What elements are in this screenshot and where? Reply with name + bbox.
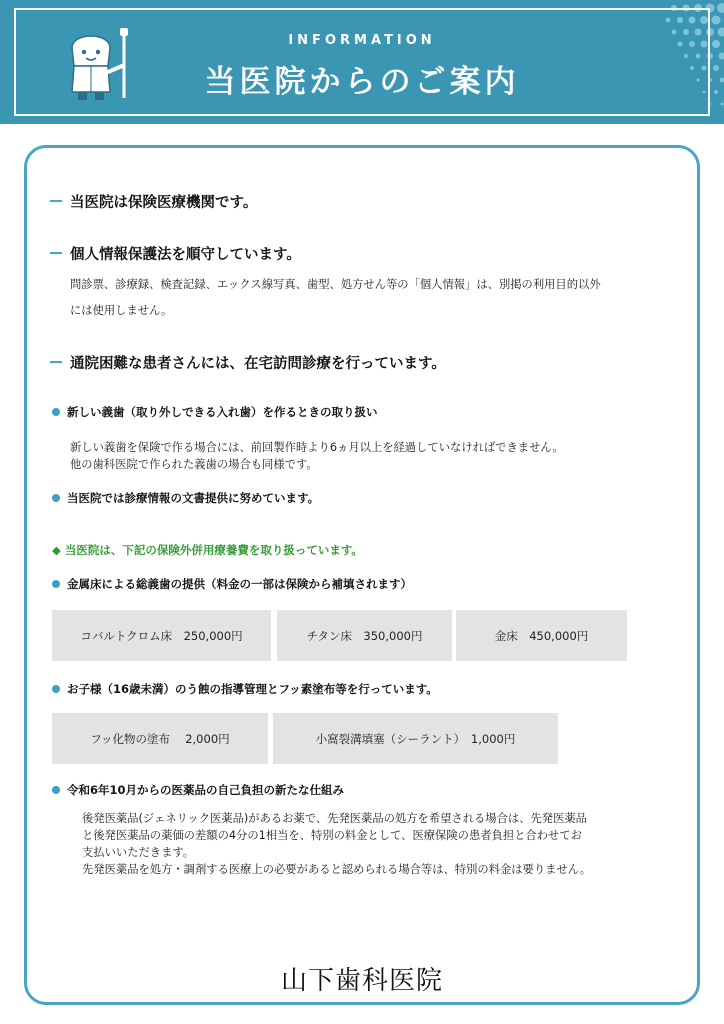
- bullet-dot-icon: [52, 786, 60, 794]
- price-box-titanium: チタン床 350,000円: [277, 610, 452, 661]
- denture-text-line: 新しい義歯を保険で作る場合には、前回製作時より6ヵ月以上を経過していなければできません。: [70, 441, 564, 454]
- bullet-dot-icon: [52, 494, 60, 502]
- dash-icon: [50, 200, 62, 202]
- generic-text-line: と後発医薬品の薬価の差額の4分の1相当を、特別の料金として、医療保険の患者負担と合わせてお: [82, 829, 582, 842]
- insurance-heading: 当医院は保険医療機関です。: [50, 191, 257, 212]
- price-box-gold: 金床 450,000円: [456, 610, 627, 661]
- price-box-fluoride: フッ化物の塗布 2,000円: [52, 713, 268, 764]
- generic-heading: 令和6年10月からの医薬品の自己負担の新たな仕組み: [52, 782, 344, 798]
- page-title: 当医院からのご案内: [204, 64, 520, 100]
- non-insured-heading: ◆ 当医院は、下記の保険外併用療養費を取り扱っています。: [52, 543, 363, 557]
- privacy-text-line: には使用しません。: [70, 304, 173, 317]
- home-visit-heading: 通院困難な患者さんには、在宅訪問診療を行っています。: [50, 352, 446, 373]
- header-banner: [0, 0, 724, 124]
- price-box-sealant: 小窩裂溝填塞（シーラント） 1,000円: [273, 713, 558, 764]
- generic-text-line: 支払いいただきます。: [82, 846, 195, 859]
- generic-text-line: 先発医薬品を処方・調剤する医療上の必要があると認められる場合等は、特別の料金は要りません。: [82, 863, 592, 876]
- generic-text-line: 後発医薬品(ジェネリック医薬品)があるお薬で、先発医薬品の処方を希望される場合は、先発医薬品: [82, 812, 587, 825]
- bullet-dot-icon: [52, 685, 60, 693]
- denture-heading: 新しい義歯（取り外しできる入れ歯）を作るときの取り扱い: [52, 404, 378, 420]
- bullet-dot-icon: [52, 408, 60, 416]
- documents-heading: 当医院では診療情報の文書提供に努めています。: [52, 490, 319, 506]
- metal-base-heading: 金属床による総義歯の提供（料金の一部は保険から補填されます）: [52, 576, 412, 592]
- privacy-text-line: 問診票、診療録、検査記録、エックス線写真、歯型、処方せん等の「個人情報」は、別掲の利用目的以外: [70, 278, 601, 291]
- denture-text-line: 他の歯科医院で作られた義歯の場合も同様です。: [70, 458, 318, 471]
- privacy-heading: 個人情報保護法を順守しています。: [50, 243, 301, 264]
- header-subtitle: INFORMATION: [288, 33, 436, 48]
- price-box-cobalt: コバルトクロム床 250,000円: [52, 610, 271, 661]
- children-heading: お子様（16歳未満）のう蝕の指導管理とフッ素塗布等を行っています。: [52, 681, 438, 697]
- clinic-name: 山下歯科医院: [280, 966, 443, 996]
- dash-icon: [50, 252, 62, 254]
- dash-icon: [50, 361, 62, 363]
- bullet-dot-icon: [52, 580, 60, 588]
